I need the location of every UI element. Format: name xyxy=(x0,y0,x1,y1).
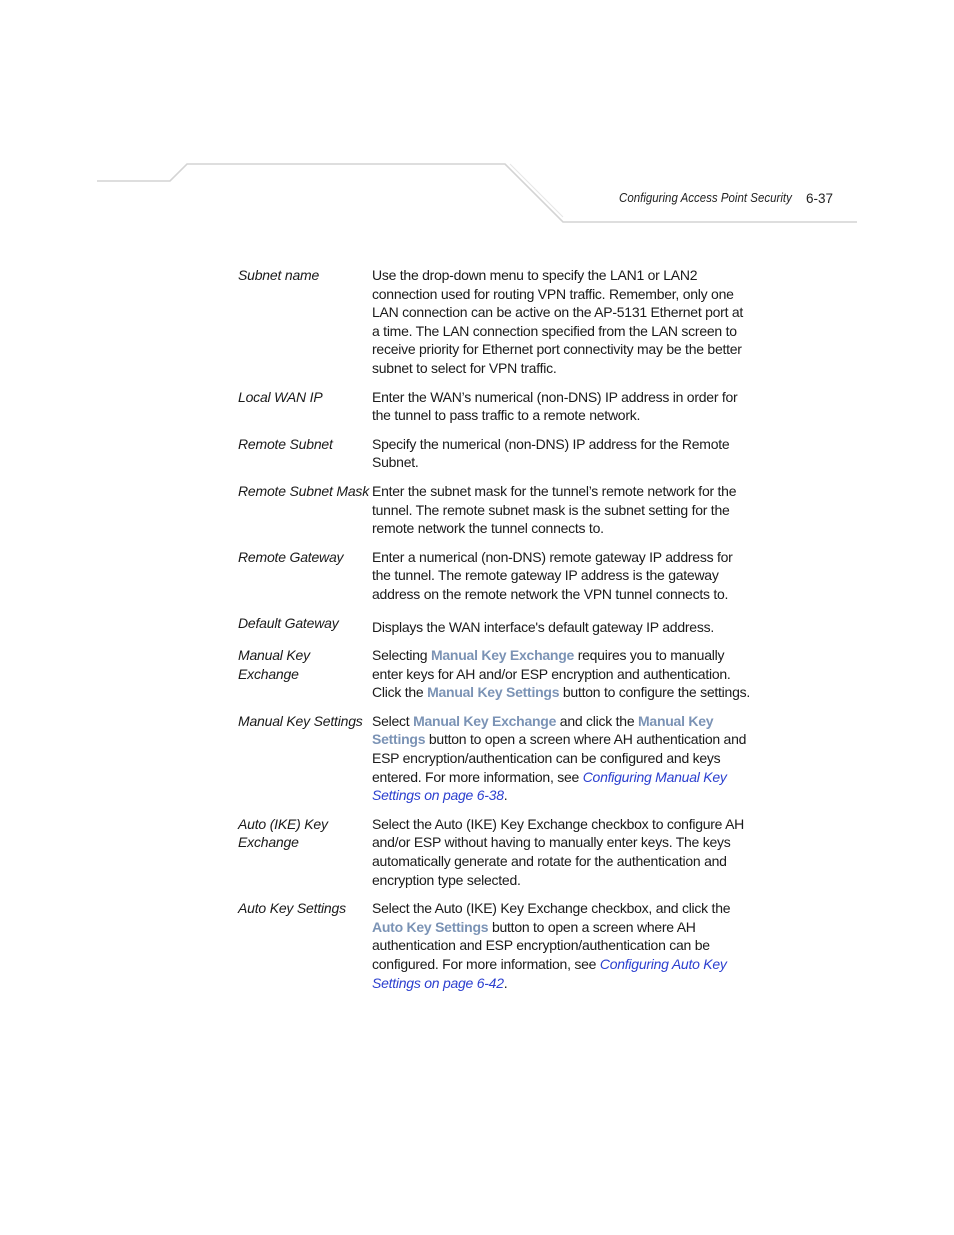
field-description: Select the Auto (IKE) Key Exchange checkbox, and click the Auto Key Settings button to open a screen where AH authentication and ESP encryption/authentication can be configured. For more information, see Configuring Auto Key Settings on page 6-42. xyxy=(372,900,731,991)
table-row xyxy=(238,548,758,604)
table-row xyxy=(238,712,758,805)
field-description: Selecting Manual Key Exchange requires you to manually enter keys for AH and/or ESP encryption and authentication. Click the Manual Key Settings button to configure the settings. xyxy=(372,647,750,701)
ui-label-manual-key-settings: Manual Key Settings xyxy=(372,712,714,748)
ui-label-manual-key-settings: Manual Key Settings xyxy=(427,684,560,701)
field-name: Default Gateway xyxy=(238,614,339,631)
page-number: 6-37 xyxy=(806,191,834,206)
parameter-table xyxy=(238,266,758,1002)
field-description: Displays the WAN interface's default gateway IP address. xyxy=(372,618,714,635)
field-name: Remote Gateway xyxy=(238,548,344,565)
table-row xyxy=(238,614,758,637)
ui-label-auto-key-settings: Auto Key Settings xyxy=(372,918,489,935)
field-name: Subnet name xyxy=(238,267,320,283)
cross-reference-link[interactable]: Configuring Auto Key Settings on page 6-42 xyxy=(372,956,727,991)
ui-label-manual-key-exchange: Manual Key Exchange xyxy=(413,712,557,729)
field-name: Remote Subnet xyxy=(238,435,333,452)
table-row xyxy=(238,899,758,992)
field-name: Manual Key Settings xyxy=(238,712,363,729)
table-row xyxy=(238,815,758,889)
table-row xyxy=(238,266,758,378)
table-row xyxy=(238,482,758,538)
table-row xyxy=(238,646,758,702)
field-description: Enter the WAN’s numerical (non-DNS) IP address in order for the tunnel to pass traffic to a remote network. xyxy=(372,388,738,424)
field-name: Manual Key Exchange xyxy=(238,647,310,682)
field-description: Select the Auto (IKE) Key Exchange checkbox to configure AH and/or ESP without having to manually enter keys. The keys automatically generate and rotate for the authentication and encryption type selected. xyxy=(372,815,745,888)
field-description: Specify the numerical (non-DNS) IP address for the Remote Subnet. xyxy=(372,435,730,471)
cross-reference-link[interactable]: Configuring Manual Key Settings on page 6-38 xyxy=(372,768,727,804)
field-name: Auto Key Settings xyxy=(238,900,346,917)
table-row xyxy=(238,435,758,472)
running-header-title: Configuring Access Point Security xyxy=(619,191,792,205)
field-name: Remote Subnet Mask xyxy=(238,482,370,499)
field-description: Use the drop-down menu to specify the LAN1 or LAN2 connection used for routing VPN traffic. Remember, only one LAN connection can be active on the AP-5131 Ethernet port at a time. The LAN connection specified from the LAN screen to receive priority for Ethernet port connectivity may be the better subnet to select for VPN traffic. xyxy=(372,267,744,376)
field-description: Enter a numerical (non-DNS) remote gateway IP address for the tunnel. The remote gateway IP address is the gateway address on the remote network the VPN tunnel connects to. xyxy=(372,548,733,602)
field-name: Local WAN IP xyxy=(238,388,323,405)
table-row xyxy=(238,388,758,425)
field-description: Enter the subnet mask for the tunnel’s remote network for the tunnel. The remote subnet mask is the subnet setting for the remote network the tunnel connects to. xyxy=(372,482,737,537)
field-description: Select Manual Key Exchange and click the Manual Key Settings button to open a screen where AH authentication and ESP encryption/authentication can be configured and keys entered. For more information, see Configuring Manual Key Settings on page 6-38. xyxy=(372,712,747,804)
field-name: Auto (IKE) Key Exchange xyxy=(238,815,328,851)
ui-label-manual-key-exchange: Manual Key Exchange xyxy=(430,647,575,664)
